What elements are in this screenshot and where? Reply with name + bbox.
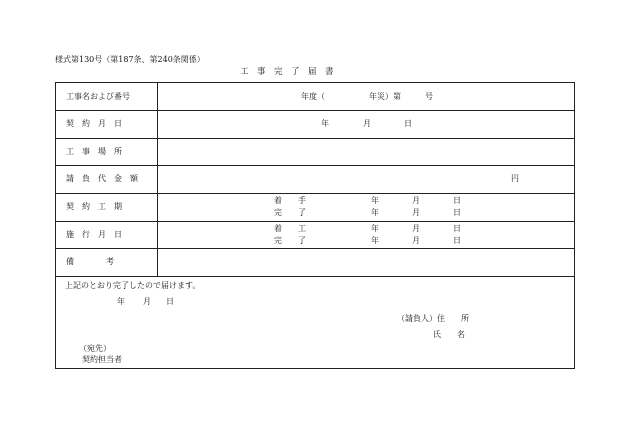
contract-month-label: 月 (363, 119, 371, 128)
work-end-label: 完 了 (274, 236, 306, 245)
period-start-day: 日 (453, 196, 461, 205)
row-divider (56, 165, 574, 166)
work-end-year: 年 (371, 236, 379, 245)
notice-day-label: 日 (166, 297, 174, 306)
completion-statement: 上記のとおり完了したので届けます。 (65, 281, 201, 290)
period-start-label: 着 手 (274, 196, 306, 205)
work-start-day: 日 (453, 224, 461, 233)
row-divider (56, 138, 574, 139)
contract-year-label: 年 (321, 119, 329, 128)
work-start-year: 年 (371, 224, 379, 233)
row-divider (56, 221, 574, 222)
row-divider (56, 193, 574, 194)
disaster-year-label: 年災）第 (369, 92, 401, 101)
period-end-year: 年 (371, 208, 379, 217)
yen-label: 円 (511, 174, 519, 183)
row-divider (56, 110, 574, 111)
row-divider (56, 276, 574, 277)
period-start-year: 年 (371, 196, 379, 205)
contractor-name-label: 氏 名 (433, 330, 465, 339)
period-end-day: 日 (453, 208, 461, 217)
work-start-label: 着 工 (274, 224, 306, 233)
work-start-month: 月 (412, 224, 420, 233)
form-number: 様式第130号（第187条、第240条関係） (55, 55, 205, 64)
period-start-month: 月 (412, 196, 420, 205)
notice-year-label: 年 (117, 297, 125, 306)
period-end-month: 月 (412, 208, 420, 217)
contractor-address-label: （請負人）住 所 (397, 314, 469, 323)
addressee-label: （宛先） (79, 344, 111, 353)
form-title: 工 事 完 了 届 書 (240, 67, 334, 77)
work-end-day: 日 (453, 236, 461, 245)
number-label: 号 (425, 92, 433, 101)
form-frame: 工事名および番号 契 約 月 日 工 事 場 所 請 負 代 金 額 契 約 工 期 施 行 月 日 備 考 年度（ 年災）第 号 年 月 日 円 着 手 年 月 日 完 了 年 月 日 着 工 年 月 日 完 了 年 月 日 上記のとおり完了したので届けます。 年 月 日 （請負人）住 所 氏 名 （宛先） 契約担当者 (55, 82, 575, 369)
notice-month-label: 月 (143, 297, 151, 306)
contract-day-label: 日 (404, 119, 412, 128)
addressee-name: 契約担当者 (82, 355, 122, 364)
period-end-label: 完 了 (274, 208, 306, 217)
row-divider (56, 248, 574, 249)
work-end-month: 月 (412, 236, 420, 245)
fiscal-year-label: 年度（ (301, 92, 325, 101)
column-divider (157, 83, 158, 276)
